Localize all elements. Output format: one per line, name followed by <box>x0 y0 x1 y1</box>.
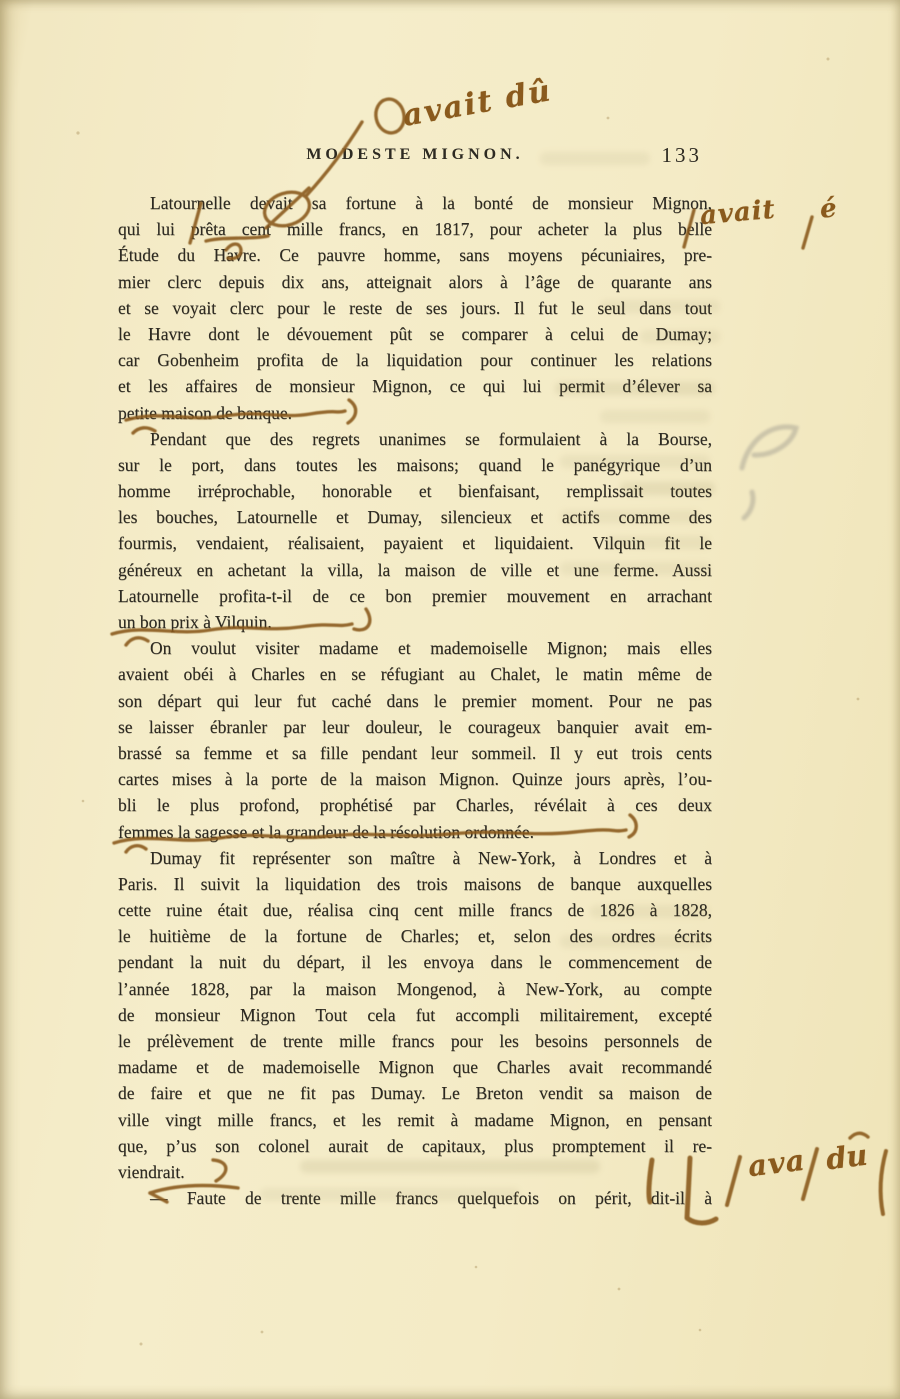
page-number: 133 <box>661 143 702 167</box>
text-line: Étude du Havre. Ce pauvre homme, sans moyens pécuniaires, pre- <box>118 245 712 266</box>
bleedthrough-smudge <box>600 300 720 313</box>
text-line: petite maison de banque. <box>118 402 292 423</box>
insertion-slash-mark <box>727 1157 740 1205</box>
insertion-slash-mark <box>803 217 812 248</box>
text-line: que, p’us son colonel aurait de capitaux, plus promptement il re- <box>118 1135 712 1156</box>
text-line: le huitième de la fortune de Charles; et, selon des ordres écrits <box>118 926 712 947</box>
text-block <box>118 190 712 1211</box>
text-line: l’année 1828, par la maison Mongenod, à New-York, au compte <box>118 978 712 999</box>
text-line: Dumay fit représenter son maître à New-York, à Londres et à <box>150 847 712 868</box>
handwritten-top-note: avait dû <box>400 73 555 134</box>
bleedthrough-smudge <box>300 1160 600 1173</box>
bleedthrough-smudge <box>590 905 710 918</box>
text-line: et se voyait clerc pour le reste de ses jours. Il fut le seul dans tout <box>118 297 712 318</box>
text-line: homme irréprochable, honorable et bienfaisant, remplissait toutes <box>118 481 712 502</box>
bleedthrough-smudge <box>555 382 715 395</box>
bleedthrough-smudge <box>260 1188 520 1201</box>
text-line: le Havre dont le dévouement pût se comparer à celui de Dumay; <box>118 323 712 344</box>
text-line: et les affaires de monsieur Mignon, ce qui lui permit d’élever sa <box>118 376 712 397</box>
running-title: MODESTE MIGNON. <box>306 146 524 163</box>
text-line: fourmis, vendaient, réalisaient, payaient et liquidaient. Vilquin fit le <box>118 533 712 554</box>
text-line: bli le plus profond, prophétisé par Charles, révélait à ces deux <box>118 795 712 816</box>
text-line: On voulut visiter madame et mademoiselle Mignon; mais elles <box>150 638 712 659</box>
text-line: viendrait. <box>118 1161 185 1182</box>
text-line: avaient obéi à Charles en se réfugiant au Chalet, le matin même de <box>118 664 712 685</box>
text-line: pendant la nuit du départ, il les envoya dans le commencement de <box>118 952 712 973</box>
text-line: Pendant que des regrets unanimes se formulaient à la Bourse, <box>150 428 712 449</box>
paragraph-3 <box>118 635 712 845</box>
text-line: généreux en achetant la villa, la maison de ville et une ferme. Aussi <box>118 559 712 580</box>
text-line: de monsieur Mignon Tout cela fut accompli militairement, excepté <box>118 1004 712 1025</box>
bleedthrough-smudge <box>605 536 710 549</box>
text-line: Paris. Il suivit la liquidation des trois maisons de banque auxquelles <box>118 873 712 894</box>
text-line: sur le port, dans toutes les maisons; quand le panégyrique d’un <box>118 454 712 475</box>
margin-stroke-mark <box>881 1151 886 1214</box>
text-line: madame et de mademoiselle Mignon que Charles avait recommandé <box>118 1057 712 1078</box>
handwritten-bottom-note-word1: ava <box>746 1142 808 1184</box>
handwritten-bottom-note-word2: du <box>824 1137 870 1177</box>
text-line: cette ruine était due, réalisa cinq cent mille francs de 1826 à 1828, <box>118 900 712 921</box>
text-line: son départ qui leur fut caché dans le premier moment. Pour ne pas <box>118 690 712 711</box>
bleedthrough-smudge <box>560 455 710 468</box>
text-line: un bon prix à Vilquin. <box>118 612 272 632</box>
bleedthrough-smudge <box>620 482 715 495</box>
text-line: Latournelle profita-t-il de ce bon premier mouvement en arrachant <box>118 585 712 606</box>
handwritten-margin-note-suffix: é <box>818 193 838 225</box>
handwritten-margin-note-word: avait <box>698 194 777 232</box>
text-line: se laisser ébranler par leur douleur, le courageux banquier avait em- <box>118 716 712 737</box>
bleedthrough-smudge <box>560 935 710 948</box>
bleedthrough-handwriting <box>742 427 796 518</box>
text-line: les bouches, Latournelle et Dumay, silencieux et actifs comme des <box>118 507 712 528</box>
text-line: brassé sa femme et sa fille pendant leur sommeil. Il y eut trois cents <box>118 742 712 763</box>
bleedthrough-smudge <box>600 410 710 423</box>
text-line: car Gobenheim profita de la liquidation pour continuer les relations <box>118 350 712 371</box>
bleedthrough-smudge <box>560 510 700 523</box>
text-line: ville vingt mille francs, et les remit à madame Mignon, en pensant <box>118 1109 712 1130</box>
text-line: — Faute de trente mille francs quelquefois on périt, dit-il à <box>150 1188 712 1209</box>
text-line: cartes mises à la porte de la maison Mignon. Quinze jours après, l’ou- <box>118 769 712 790</box>
text-line: de faire et que ne fit pas Dumay. Le Breton vendit sa maison de <box>118 1083 712 1104</box>
text-line: qui lui prêta cent mille francs, en 1817, pour acheter la plus belle <box>118 219 712 240</box>
bleedthrough-smudge <box>540 152 650 165</box>
bleedthrough-smudge <box>560 562 710 575</box>
bleedthrough-smudge <box>640 330 720 343</box>
text-line: Latournelle devait sa fortune à la bonté de monsieur Mignon, <box>150 193 712 213</box>
text-line: le prélèvement de trente mille francs pour les besoins personnels de <box>118 1031 712 1051</box>
text-line: mier clerc depuis dix ans, atteignait alors à l’âge de quarante ans <box>118 271 712 292</box>
paragraph-4 <box>118 845 712 1185</box>
text-line: femmes la sagesse et la grandeur de la résolution ordonnée. <box>118 821 534 842</box>
